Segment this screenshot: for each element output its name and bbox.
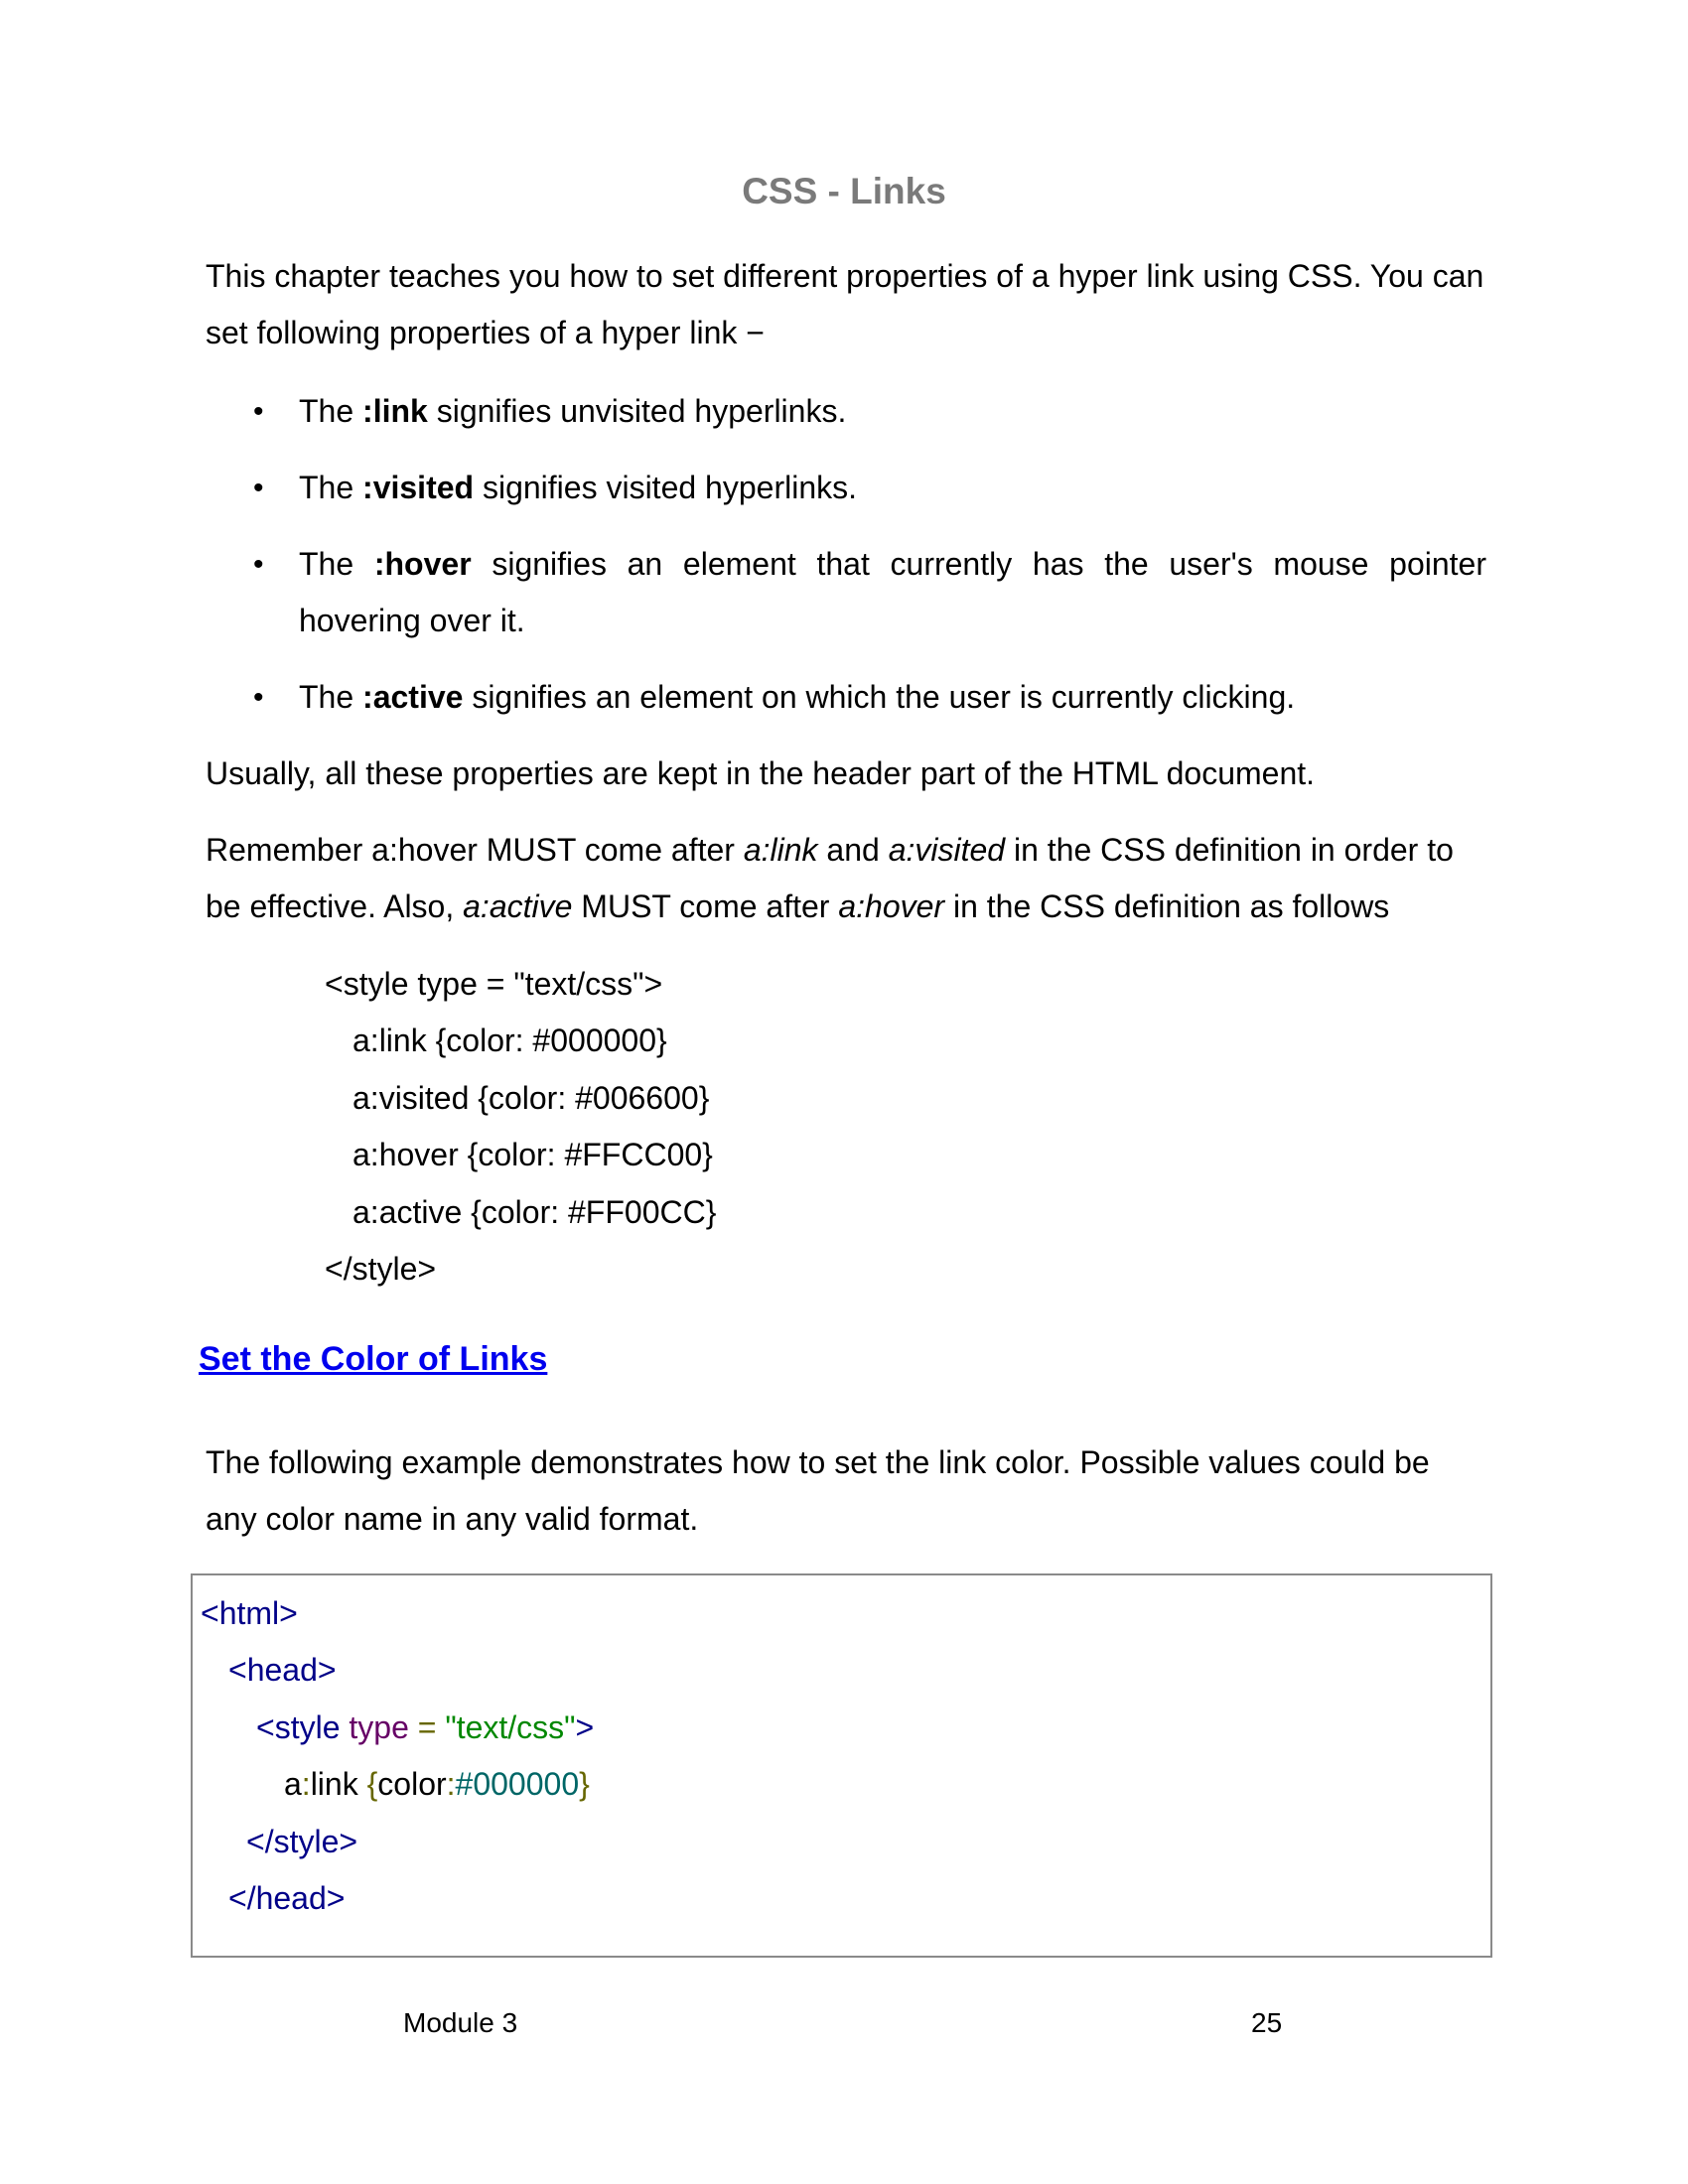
code-line: <style type = "text/css"> [256, 1708, 595, 1745]
snippet-line: a:link {color: #000000} [352, 1023, 667, 1059]
intro-paragraph: This chapter teaches you how to set different properties of a hyper link using CSS. You can set following properties of a hyper link − [206, 258, 1484, 350]
code-line: a:link {color:#000000} [284, 1766, 590, 1803]
code-line: <html> [201, 1595, 298, 1631]
list-item: • The :link signifies unvisited hyperlinks. [206, 383, 1486, 440]
usually-paragraph: Usually, all these properties are kept in the header part of the HTML document. [206, 755, 1316, 791]
snippet-line: </style> [325, 1251, 437, 1288]
bullet-icon: • [253, 548, 264, 581]
list-item: • The :active signifies an element on which the user is currently clicking. [206, 669, 1486, 726]
code-line: </head> [228, 1880, 346, 1917]
example-paragraph: The following example demonstrates how to set the link color. Possible values could be any color name in any valid format. [206, 1444, 1430, 1537]
css-snippet [325, 956, 716, 1297]
code-example-box [191, 1573, 1492, 1958]
code-line: <head> [228, 1652, 337, 1689]
footer-page-number: 25 [1251, 2007, 1283, 2038]
bullet-icon: • [253, 472, 264, 504]
list-item: • The :hover signifies an element that currently has the user's mouse pointer hovering over it. [206, 536, 1486, 649]
remember-paragraph: Remember a:hover MUST come after a:link and a:visited in the CSS definition in order to be effective. Also, a:active MUST come after a:hover in the CSS definition as follows [206, 832, 1454, 924]
bullet-icon: • [253, 681, 264, 714]
snippet-line: <style type = "text/css"> [325, 966, 663, 1002]
bullet-icon: • [253, 395, 264, 428]
list-item: • The :visited signifies visited hyperlinks. [206, 460, 1486, 516]
snippet-line: a:visited {color: #006600} [352, 1079, 710, 1116]
set-color-of-links-link[interactable]: Set the Color of Links [199, 1340, 548, 1378]
snippet-line: a:hover {color: #FFCC00} [352, 1137, 713, 1173]
footer-module: Module 3 [403, 2007, 518, 2038]
page-title: CSS - Links [742, 171, 946, 211]
code-line: </style> [246, 1823, 358, 1859]
pseudo-class-list [206, 383, 1486, 746]
snippet-line: a:active {color: #FF00CC} [352, 1193, 717, 1230]
